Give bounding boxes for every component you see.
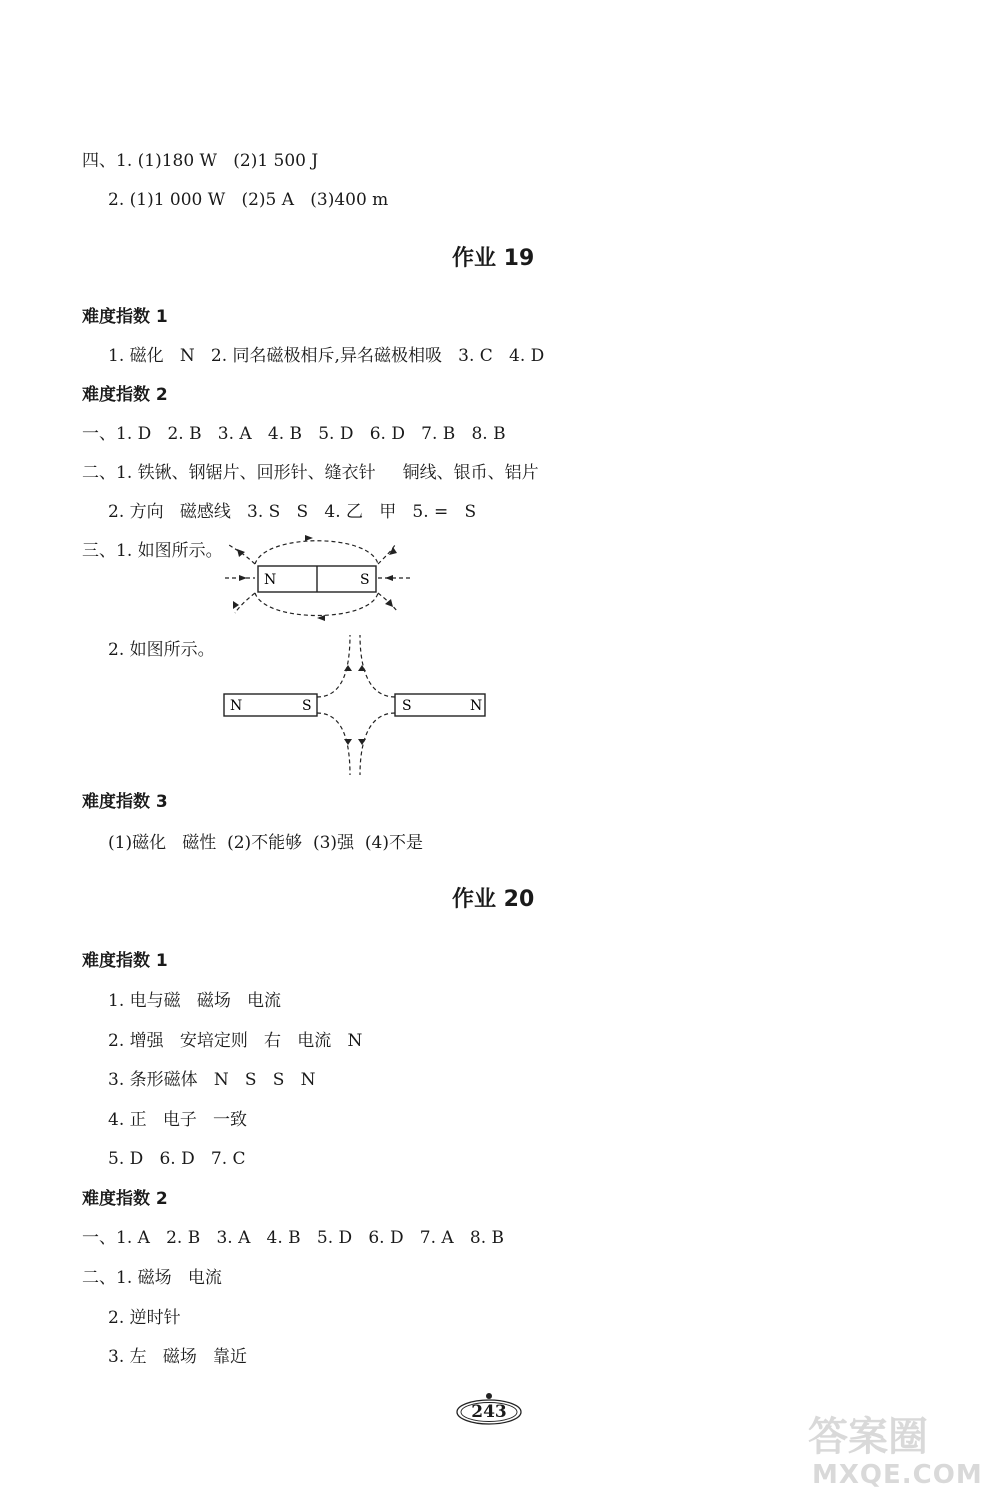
answer-line: 2. 逆时针 (108, 1308, 181, 1328)
difficulty-heading: 难度指数 1 (82, 951, 168, 971)
section-title: 作业 20 (452, 887, 535, 912)
difficulty-heading: 难度指数 2 (82, 1189, 168, 1209)
answer-line: 5. D 6. D 7. C (108, 1149, 246, 1169)
magnet-pole-s: S (360, 572, 370, 588)
answer-line: 1. 磁化 N 2. 同名磁极相斥,异名磁极相吸 3. C 4. D (108, 346, 545, 366)
answer-line: 一、1. D 2. B 3. A 4. B 5. D 6. D 7. B 8. B (82, 424, 506, 444)
difficulty-heading: 难度指数 3 (82, 792, 168, 812)
answer-line: 三、1. 如图所示。 (82, 541, 223, 561)
answer-line: 2. (1)1 000 W (2)5 A (3)400 m (108, 190, 389, 210)
answer-line: 2. 如图所示。 (108, 640, 215, 660)
bar-magnet-field-figure (225, 535, 415, 620)
answer-line: 3. 左 磁场 靠近 (108, 1347, 248, 1367)
magnet-right-s: S (402, 698, 412, 714)
answer-line: 二、1. 铁锹、钢锯片、回形针、缝衣针 铜线、银币、铝片 (82, 463, 539, 483)
answer-line: 3. 条形磁体 N S S N (108, 1070, 316, 1090)
difficulty-heading: 难度指数 2 (82, 385, 168, 405)
difficulty-heading: 难度指数 1 (82, 307, 168, 327)
answer-line: 2. 增强 安培定则 右 电流 N (108, 1031, 363, 1051)
two-magnets-field-figure (222, 635, 488, 775)
answer-line: 4. 正 电子 一致 (108, 1110, 248, 1130)
magnet-left-s: S (302, 698, 312, 714)
magnet-right-n: N (470, 698, 483, 714)
magnet-left-n: N (230, 698, 243, 714)
answer-line: 一、1. A 2. B 3. A 4. B 5. D 6. D 7. A 8. B (82, 1228, 505, 1248)
answer-line: 2. 方向 磁感线 3. S S 4. 乙 甲 5. = S (108, 502, 477, 522)
watermark: 答案圈 MXQE.COM (808, 1414, 983, 1490)
answer-line: 1. 电与磁 磁场 电流 (108, 991, 282, 1011)
page-number: 243 (454, 1392, 524, 1426)
magnet-pole-n: N (264, 572, 277, 588)
section-title: 作业 19 (452, 246, 535, 271)
answer-line: 四、1. (1)180 W (2)1 500 J (82, 151, 319, 171)
answer-line: 二、1. 磁场 电流 (82, 1268, 222, 1288)
answer-line: (1)磁化 磁性 (2)不能够 (3)强 (4)不是 (108, 833, 423, 853)
